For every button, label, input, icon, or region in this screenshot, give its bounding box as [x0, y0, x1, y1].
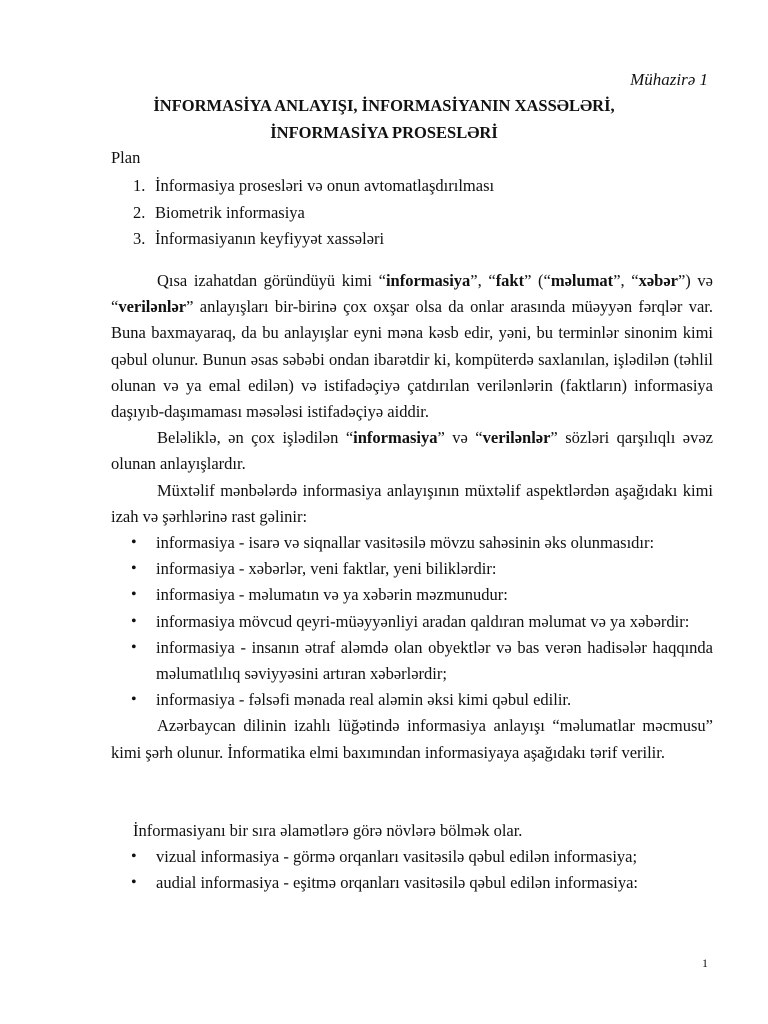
list-item: • informasiya - fəlsəfi mənada real aləmin əksi kimi qəbul edilir. [111, 687, 713, 713]
document-title-line-1: İNFORMASİYA ANLAYIŞI, İNFORMASİYANIN XASSƏLƏRİ, [153, 96, 615, 115]
lecture-label: Mühazirə 1 [630, 70, 708, 89]
plan-item-number: 3. [133, 229, 146, 248]
term-xeber: xəbər [638, 271, 678, 290]
plan-item-number: 1. [133, 176, 146, 195]
term-fakt: fakt [495, 271, 525, 290]
plan-item-text: İnformasiya prosesləri və onun avtomatlaşdırılması [155, 176, 495, 195]
dictionary-paragraph: Azərbaycan dilinin izahlı lüğətində informasiya anlayışı “məlumatlar məcmusu” kimi şərh olunur. İnformatika elmi baxımından informasiyaya aşağıdakı tərif verilir. [111, 716, 713, 762]
text-segment: Beləliklə, ən çox işlədilən “ [157, 428, 354, 448]
body-text-block [111, 268, 713, 766]
term-verilenler: verilənlər [482, 428, 551, 448]
term-melumat: məlumat [550, 271, 614, 290]
list-item: • vizual informasiya - görmə orqanları vasitəsilə qəbul edilən informasiya; [111, 844, 713, 870]
text-segment: ”) və “ [111, 271, 713, 317]
sources-paragraph [111, 478, 713, 530]
plan-heading: Plan [111, 148, 141, 167]
plan-list [133, 174, 494, 254]
text-segment: Müxtəlif mənbələrdə informasiya anlayışının müxtəlif aspektlərdən aşağıdakı kimi izah və şərhlərinə rast gəlinir: [111, 480, 713, 526]
intro-paragraph [111, 268, 713, 425]
plan-item-text: İnformasiyanın keyfiyyət xassələri [155, 229, 385, 248]
text-segment: ” (“ [524, 271, 551, 290]
plan-item-text: Biometrik informasiya [155, 202, 305, 222]
types-paragraph: İnformasiyanı bir sıra əlamətlərə görə növlərə bölmək olar. [133, 821, 523, 840]
text-segment: ” və “ [437, 428, 483, 448]
list-item: • informasiya - insanın ətraf aləmdə olan obyektlər və bas verən hadisələr haqqında məlumatlılıq səviyyəsini artıran xəbərlərdir; [111, 635, 713, 687]
plan-item [133, 227, 494, 254]
summary-paragraph [111, 425, 713, 477]
page-number: 1 [702, 956, 708, 970]
plan-item [133, 174, 494, 201]
types-list [111, 844, 713, 896]
text-segment: ”, “ [470, 271, 496, 290]
term-verilenler: verilənlər [118, 297, 187, 317]
text-segment: Qısa izahatdan göründüyü kimi “ [157, 271, 386, 290]
definitions-list [111, 530, 713, 713]
list-item: • informasiya - məlumatın və ya xəbərin məzmunudur: [111, 582, 713, 608]
term-informasiya: informasiya [385, 271, 471, 290]
text-segment: ” sözləri qarşılıqlı əvəz olunan anlayışlardır. [111, 428, 713, 474]
list-item: • informasiya mövcud qeyri-müəyyənliyi aradan qaldıran məlumat və ya xəbərdir: [111, 609, 713, 635]
text-segment: ” anlayışları bir-birinə çox oxşar olsa da onlar arasında müəyyən fərqlər var. Buna baxmayaraq, da bu anlayışlar eyni məna kəsb edir, yəni, bu terminlər sinonim kimi qəbul olunur. Bunun əsas səbəbi ondan ibarətdir ki, kompüterdə saxlanılan, işlədilən (təhlil olunan və ya emal edilən) və istifadəçiyə çatdırılan verilənlərin (faktların) informasiya daşıyıb-daşımaması məsələsi istifadəçiyə aiddir. [111, 297, 713, 422]
plan-item-number: 2. [133, 202, 146, 222]
list-item: • audial informasiya - eşitmə orqanları vasitəsilə qəbul edilən informasiya: [111, 870, 713, 896]
list-item: • informasiya - xəbərlər, veni faktlar, yeni biliklərdir: [111, 556, 713, 582]
document-title-line-2: İNFORMASİYA PROSESLƏRİ [270, 123, 498, 142]
term-informasiya: informasiya [353, 428, 438, 448]
text-segment: ”, “ [613, 271, 639, 290]
types-text-block [111, 818, 713, 897]
plan-item [133, 201, 494, 228]
list-item: • informasiya - isarə və siqnallar vasitəsilə mövzu sahəsinin əks olunmasıdır: [111, 530, 713, 556]
